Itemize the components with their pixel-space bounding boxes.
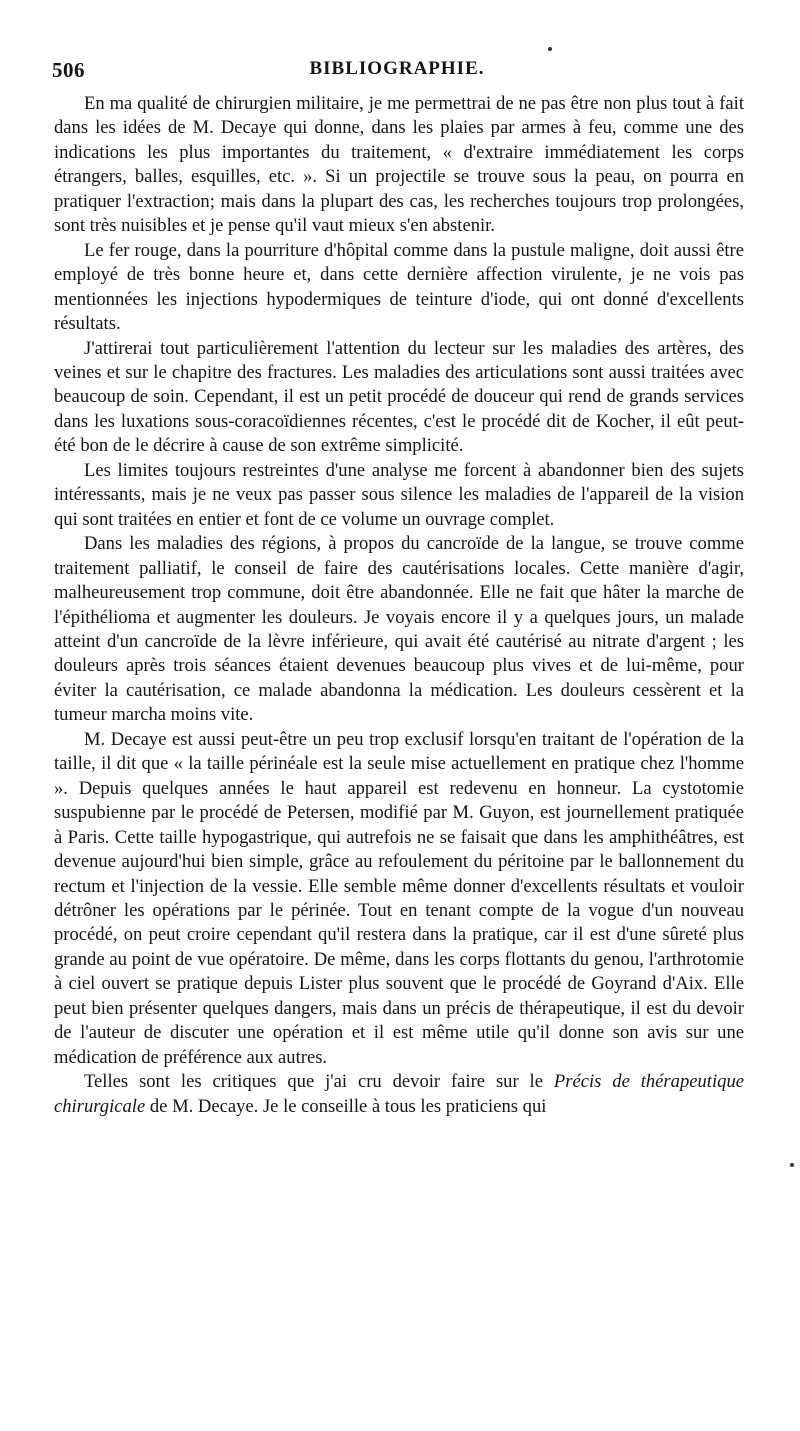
paragraph: En ma qualité de chirurgien militaire, je me permettrai de ne pas être non plus tout à fait dans les idées de M. Decaye qui donne, dans les plaies par armes à feu, comme une des indications les plus importantes du traitement, « d'extraire immédiatement les corps étrangers, balles, esquilles, etc. ». Si un projectile se trouve sous la peau, on pourra en pratiquer l'extraction; mais dans la plupart des cas, les recherches toujours trop prolongées, sont très nuisibles et je pense qu'il vaut mieux s'en abstenir. [54, 93, 744, 237]
paragraph: Dans les maladies des régions, à propos du cancroïde de la langue, se trouve comme traitement palliatif, le conseil de faire des cautérisations locales. Cette manière d'agir, malheureusement trop commune, doit être abandonnée. Elle ne fait que hâter la marche de l'épithélioma et augmenter les douleurs. Je voyais encore il y a quelques jours, un malade atteint d'un cancroïde de la lèvre inférieure, qui avait été cautérisé au nitrate d'argent ; les douleurs après trois séances étaient devenues beaucoup plus vives et de lui-même, pour éviter la cautérisation, ce malade abandonna la médication. Les douleurs cessèrent et la tumeur marcha moins vite. [54, 533, 744, 726]
last-paragraph-text-end: de M. Decaye. Je le conseille à tous les praticiens qui [145, 1095, 547, 1117]
printing-mark [790, 1163, 794, 1167]
printing-mark [548, 47, 552, 51]
paragraph: M. Decaye est aussi peut-être un peu trop exclusif lorsqu'en traitant de l'opération de la taille, il dit que « la taille périnéale est la seule mise actuellement en pratique chez l'homme ». Depuis quelques années le haut appareil est redevenu en honneur. La cystotomie suspubienne par le procédé de Petersen, modifié par M. Guyon, est journellement pratiquée à Paris. Cette taille hypogastrique, qui autrefois ne se faisait que dans les amphithéâtres, est devenue aujourd'hui bien simple, grâce au refoulement du péritoine par le ballonnement du rectum et l'injection de la vessie. Elle semble même donner d'excellents résultats et vouloir détrôner les opérations par le périnée. Tout en tenant compte de la vogue d'un nouveau procédé, on peut croire cependant qu'il restera dans la pratique, car il est d'une sûreté plus grande au point de vue opératoire. De même, dans les corps flottants du genou, l'arthrotomie à ciel ouvert se pratique depuis Lister plus souvent que le procédé de Goyrand d'Aix. Elle peut bien présenter quelques dangers, mais dans un précis de thérapeutique, il est du devoir de l'auteur de discuter une opération et il est même utile qu'il donne son avis sur une médication de préférence aux autres. [54, 728, 744, 1068]
last-paragraph-text-start: Telles sont les critiques que j'ai cru devoir faire sur le [84, 1071, 554, 1093]
paragraph-last [54, 1070, 744, 1119]
book-title: Précis de thérapeutique chirurgicale [54, 1071, 744, 1117]
running-title: BIBLIOGRAPHIE. [309, 58, 485, 79]
paragraph: Le fer rouge, dans la pourriture d'hôpital comme dans la pustule maligne, doit aussi être employé de très bonne heure et, dans cette dernière affection virulente, je ne vois pas mentionnées les injections hypodermiques de teinture d'iode, qui ont donné d'excellents résultats. [54, 239, 744, 335]
running-head [52, 58, 742, 84]
page-number: 506 [52, 58, 85, 82]
body-text [54, 92, 744, 1119]
paragraph: J'attirerai tout particulièrement l'attention du lecteur sur les maladies des artères, des veines et sur le chapitre des fractures. Les maladies des articulations sont aussi traitées avec beaucoup de soin. Cependant, il est un petit procédé de douceur qui rend de grands services dans les luxations sous-coracoïdiennes récentes, c'est le procédé dit de Kocher, il eût peut-été bon de le décrire à cause de son extrême simplicité. [54, 337, 744, 457]
paragraph: Les limites toujours restreintes d'une analyse me forcent à abandonner bien des sujets intéressants, mais je ne veux pas passer sous silence les maladies de l'appareil de la vision qui sont traitées en entier et font de ce volume un ouvrage complet. [54, 459, 744, 530]
